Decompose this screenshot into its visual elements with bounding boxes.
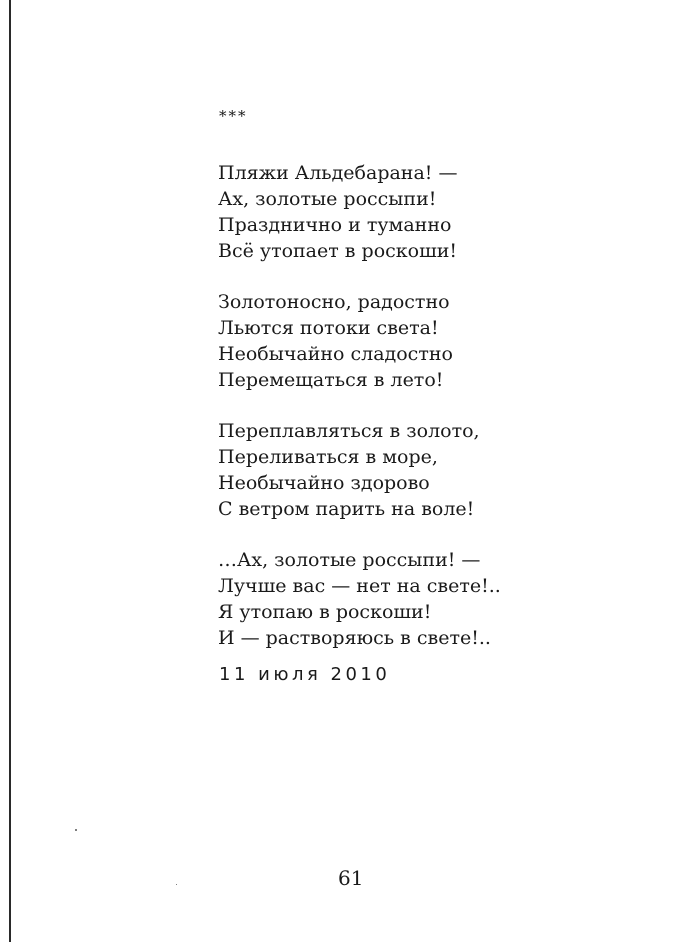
poem-line: Празднично и туманно — [218, 214, 452, 236]
page-edge-rule — [9, 0, 11, 942]
poem-line: Необычайно сладостно — [218, 343, 453, 365]
poem-line: Я утопаю в роскоши! — [218, 601, 432, 623]
stanza-1 — [218, 160, 638, 264]
poem-line: Лучше вас — нет на свете!.. — [218, 575, 501, 597]
poem-line: Необычайно здорово — [218, 472, 430, 494]
poem-line: Пляжи Альдебарана! — — [218, 162, 458, 184]
poem-line: Переплавляться в золото, — [218, 420, 480, 442]
stanza-4 — [218, 547, 638, 651]
poem-line: Ах, золотые россыпи! — [218, 188, 437, 210]
stanza-2 — [218, 289, 638, 393]
poem-line: Золотоносно, радостно — [218, 291, 450, 313]
scan-speck — [75, 829, 77, 831]
poem-line: Перемещаться в лето! — [218, 369, 444, 391]
poem-date: 11 июля 2010 — [219, 664, 391, 685]
poem-line: И — растворяюсь в свете!.. — [218, 627, 491, 649]
poem-line: Переливаться в море, — [218, 446, 438, 468]
section-separator: *** — [219, 107, 248, 125]
poem — [218, 160, 638, 676]
stanza-3 — [218, 418, 638, 522]
poem-line: …Ах, золотые россыпи! — — [218, 549, 481, 571]
page-number: 61 — [338, 866, 364, 890]
poem-line: Всё утопает в роскоши! — [218, 240, 458, 262]
scan-speck — [176, 884, 177, 885]
poem-line: С ветром парить на воле! — [218, 498, 475, 520]
poem-line: Льются потоки света! — [218, 317, 439, 339]
